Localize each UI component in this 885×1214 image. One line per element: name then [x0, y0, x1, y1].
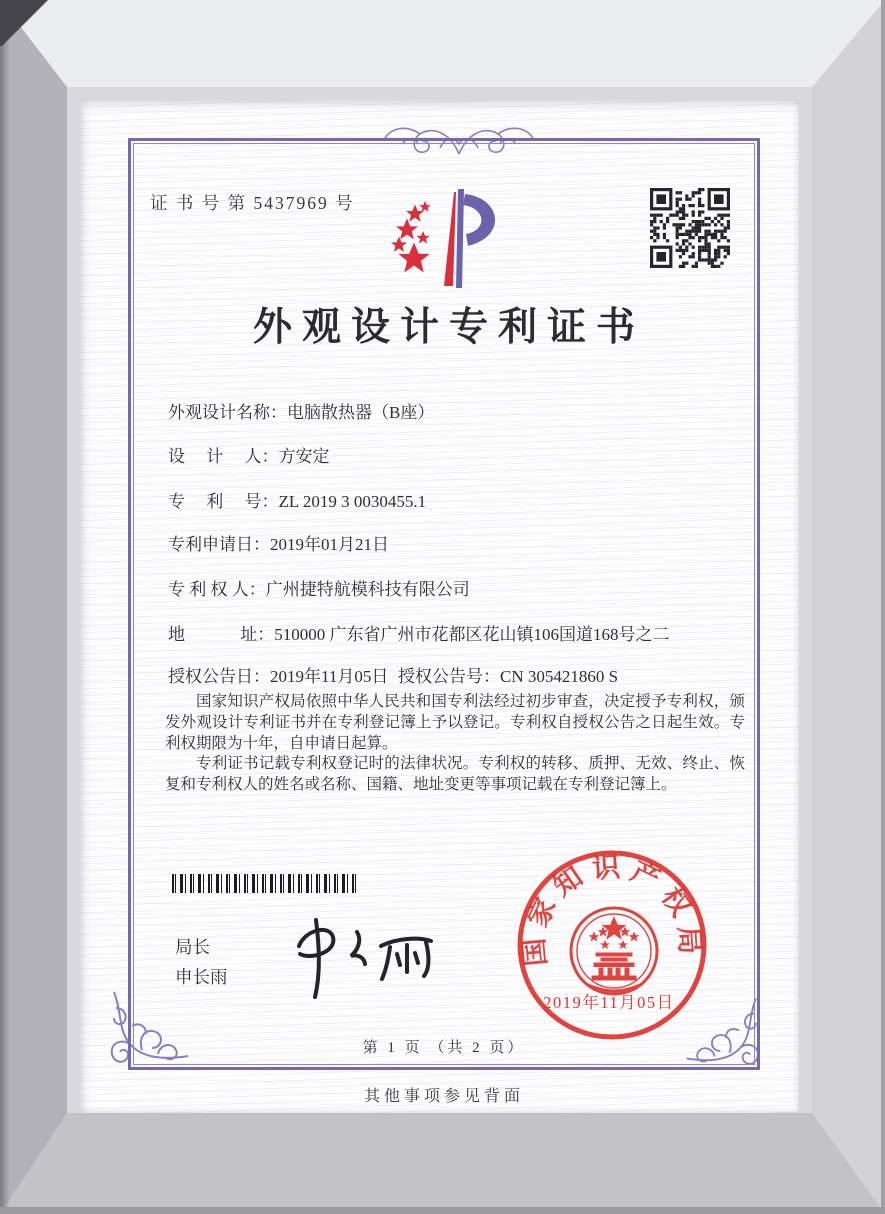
barcode	[172, 874, 360, 893]
field-grant-row	[168, 662, 748, 687]
field-value: ZL 2019 3 0030455.1	[278, 492, 427, 511]
legal-text	[165, 692, 745, 796]
grant-number-pair	[398, 662, 618, 687]
official-seal	[512, 845, 712, 1057]
frame-corner-shadow	[0, 0, 52, 46]
field-value: 2019年01月21日	[270, 535, 389, 554]
commissioner-title: 局长	[175, 937, 210, 957]
commissioner-name: 申长雨	[175, 967, 228, 987]
grant-date-label: 授权公告日：	[168, 667, 270, 686]
certificate-number: 证 书 号 第 5437969 号	[150, 193, 355, 213]
field-label: 专利申请日：	[168, 535, 270, 554]
qr-code-icon	[650, 188, 730, 268]
frame-bottom-edge	[0, 1207, 885, 1214]
field-value: 电脑散热器（B座）	[287, 403, 435, 422]
field-address	[168, 620, 670, 645]
commissioner-signature-icon	[285, 910, 445, 1002]
seal-ring-text: 国家知识产权局	[519, 852, 705, 968]
field-design-name	[168, 398, 434, 423]
certificate-title: 外观设计专利证书	[252, 306, 645, 349]
field-patentee	[168, 575, 470, 600]
seal-date: 2019年11月05日	[543, 993, 675, 1012]
field-label: 专 利 号：	[168, 492, 279, 511]
field-label: 外观设计名称：	[168, 403, 287, 422]
legal-paragraph-1: 国家知识产权局依照中华人民共和国专利法经过初步审查，决定授予专利权，颁发外观设计专利证书并在专利登记簿上予以登记。专利权自授权公告之日起生效。专利权期限为十年，自申请日起算。	[165, 693, 745, 752]
grant-number-value: CN 305421860 S	[500, 667, 619, 686]
frame-left-edge	[0, 0, 10, 1214]
national-emblem-icon	[571, 908, 657, 994]
field-label: 地 址：	[168, 625, 275, 644]
grant-date-value: 2019年11月05日	[270, 667, 389, 686]
cnipa-logo-icon	[388, 186, 523, 291]
field-label: 专 利 权 人：	[168, 580, 266, 599]
certificate-page	[80, 100, 799, 1113]
field-value: 广州捷特航模科技有限公司	[265, 580, 470, 599]
field-value: 510000 广东省广州市花都区花山镇106国道168号之二	[274, 625, 670, 644]
grant-number-label: 授权公告号：	[398, 667, 500, 686]
field-value: 方安定	[278, 447, 330, 466]
legal-paragraph-2: 专利证书记载专利权登记时的法律状况。专利权的转移、质押、无效、终止、恢复和专利权人的姓名或名称、国籍、地址变更等事项记载在专利登记簿上。	[165, 755, 745, 794]
back-side-note: 其他事项参见背面	[363, 1088, 524, 1105]
field-filing-date	[168, 530, 389, 555]
field-label: 设 计 人：	[168, 447, 279, 466]
field-patent-number	[168, 487, 426, 512]
frame-right-edge	[881, 0, 885, 1214]
field-designer	[168, 442, 330, 467]
page-number: 第 1 页 （共 2 页）	[362, 1040, 526, 1056]
